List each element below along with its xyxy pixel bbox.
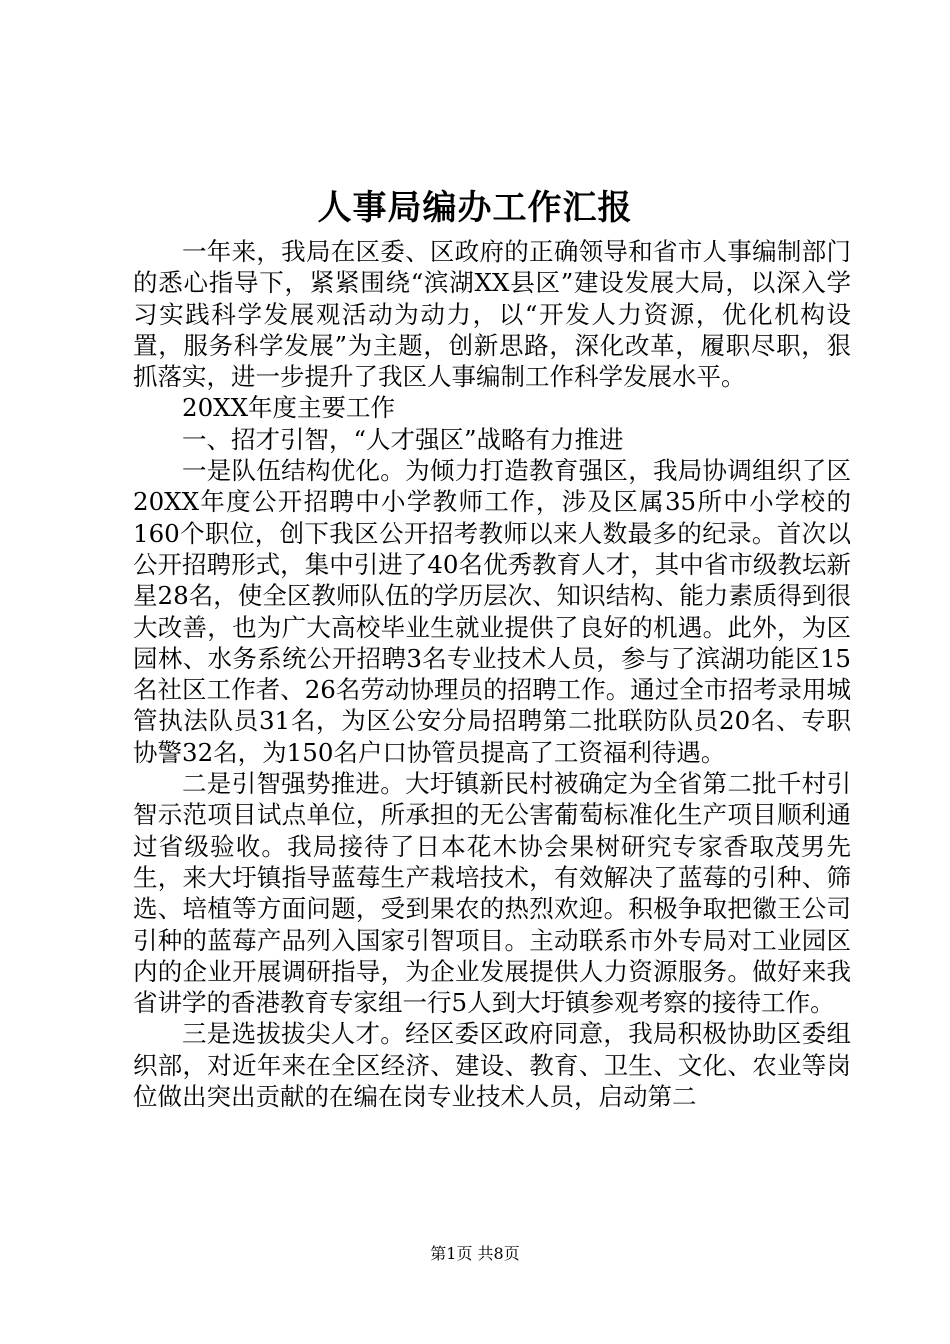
paragraph-talent-introduction: 二是引智强势推进。大圩镇新民村被确定为全省第二批千村引智示范项目试点单位，所承担的无公害葡萄标准化生产项目顺利通过省级验收。我局接待了日本花木协会果树研究专家香取茂男先生，来大圩镇指导蓝莓生产栽培技术，有效解决了蓝莓的引种、筛选、培植等方面问题，受到果农的热烈欢迎。积极争取把徽王公司引种的蓝莓产品列入国家引智项目。主动联系市外专局对工业园区内的企业开展调研指导，为企业发展提供人力资源服务。做好来我省讲学的香港教育专家组一行5人到大圩镇参观考察的接待工作。: [133, 769, 851, 1018]
paragraph-team-structure: 一是队伍结构优化。为倾力打造教育强区，我局协调组织了区20XX年度公开招聘中小学教师工作，涉及区属35所中小学校的160个职位，创下我区公开招考教师以来人数最多的纪录。首次以公开招聘形式，集中引进了40名优秀教育人才，其中省市级教坛新星28名，使全区教师队伍的学历层次、知识结构、能力素质得到很大改善，也为广大高校毕业生就业提供了良好的机遇。此外，为区园林、水务系统公开招聘3名专业技术人员，参与了滨湖功能区15名社区工作者、26名劳动协理员的招聘工作。通过全市招考录用城管执法队员31名，为区公安分局招聘第二批联防队员20名、专职协警32名，为150名户口协管员提高了工资福利待遇。: [133, 456, 851, 767]
document-title: 人事局编办工作汇报: [317, 188, 633, 228]
paragraph-top-talent-selection: 三是选拔拔尖人才。经区委区政府同意，我局积极协助区委组织部，对近年来在全区经济、建设、教育、卫生、文化、农业等岗位做出突出贡献的在编在岗专业技术人员，启动第二: [133, 1019, 851, 1112]
page-number-footer: 第1页 共8页: [430, 1244, 520, 1263]
document-body: [133, 236, 851, 1112]
section-heading-talent: 一、招才引智，“人才强区”战略有力推进: [182, 424, 624, 454]
paragraph-intro: 一年来，我局在区委、区政府的正确领导和省市人事编制部门的悉心指导下，紧紧围绕“滨湖XX县区”建设发展大局，以深入学习实践科学发展观活动为动力，以“开发人力资源，优化机构设置，服务科学发展”为主题，创新思路，深化改革，履职尽职，狠抓落实，进一步提升了我区人事编制工作科学发展水平。: [133, 237, 851, 392]
section-heading-annual-work: 20XX年度主要工作: [182, 393, 396, 423]
